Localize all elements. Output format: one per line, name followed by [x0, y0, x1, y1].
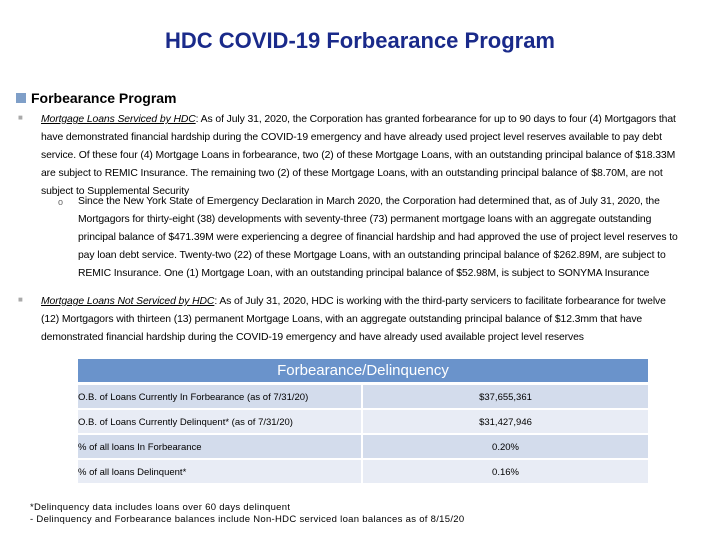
row-label: % of all loans Delinquent*: [78, 460, 361, 483]
section-title: Forbearance Program: [31, 90, 177, 106]
bullet-icon: ■: [18, 295, 23, 304]
section-heading: [16, 90, 177, 106]
table-row: [78, 385, 648, 408]
row-value: $31,427,946: [363, 410, 648, 433]
row-value: $37,655,361: [363, 385, 648, 408]
sub-bullet-marker: o: [58, 197, 63, 207]
table-row: [78, 435, 648, 458]
row-value: 0.20%: [363, 435, 648, 458]
bullet-1-label: Mortgage Loans Serviced by HDC: [41, 114, 196, 125]
footnote: *Delinquency data includes loans over 60 days delinquent: [30, 502, 291, 513]
square-bullet-icon: [16, 93, 26, 103]
bullet-paragraph-2: [41, 293, 686, 347]
bullet-paragraph-1: [41, 111, 681, 201]
footnote: - Delinquency and Forbearance balances include Non-HDC serviced loan balances as of 8/15/20: [30, 514, 465, 525]
row-label: O.B. of Loans Currently In Forbearance (as of 7/31/20): [78, 385, 361, 408]
bullet-icon: ■: [18, 113, 23, 122]
footnotes: [30, 502, 464, 526]
bullet-2-label: Mortgage Loans Not Serviced by HDC: [41, 296, 215, 307]
row-value: 0.16%: [363, 460, 648, 483]
forbearance-table: [78, 359, 648, 485]
row-label: O.B. of Loans Currently Delinquent* (as of 7/31/20): [78, 410, 361, 433]
bullet-1-text: : As of July 31, 2020, the Corporation has granted forbearance for up to 90 days to four (4) Mortgagors that have demonstrated financial hardship during the COVID-19 emergency and have already used project level reserves available to pay debt service. Of these four (4) Mortgage Loans in forbearance, two (2) of these Mortgage Loans, with an outstanding principal balance of $18.33M are subject to REMIC Insurance. The remaining two (2) of these Mortgage Loans, with an outstanding principal balance of $8.70M, are not subject to Supplemental Security: [41, 114, 676, 197]
table-header: Forbearance/Delinquency: [78, 359, 648, 382]
row-label: % of all loans In Forbearance: [78, 435, 361, 458]
table-row: [78, 460, 648, 483]
page-title: HDC COVID-19 Forbearance Program: [165, 28, 555, 53]
table-row: [78, 410, 648, 433]
bullet-2-text: : As of July 31, 2020, HDC is working with the third-party servicers to facilitate forbearance for twelve (12) Mortgagors with thirteen (13) permanent Mortgage Loans, with an aggregate outstanding principal balance of $12.3mm that have demonstrated financial hardship during the COVID-19 emergency and have already used available project level reserves: [41, 296, 666, 343]
sub-bullet-paragraph: Since the New York State of Emergency Declaration in March 2020, the Corporation had determined that, as of July 31, 2020, the Mortgagors for thirty-eight (38) developments with seventy-three (73) permanent mortgage loans with an aggregate outstanding principal balance of $471.39M were experiencing a degree of financial hardship and had approved the use of project level reserves to pay loan debt service. Twenty-two (22) of these Mortgage Loans, with an outstanding principal balance of $262.89M, are subject to REMIC Insurance. One (1) Mortgage Loan, with an outstanding principal balance of $52.98M, is subject to SONYMA Insurance: [78, 196, 678, 279]
